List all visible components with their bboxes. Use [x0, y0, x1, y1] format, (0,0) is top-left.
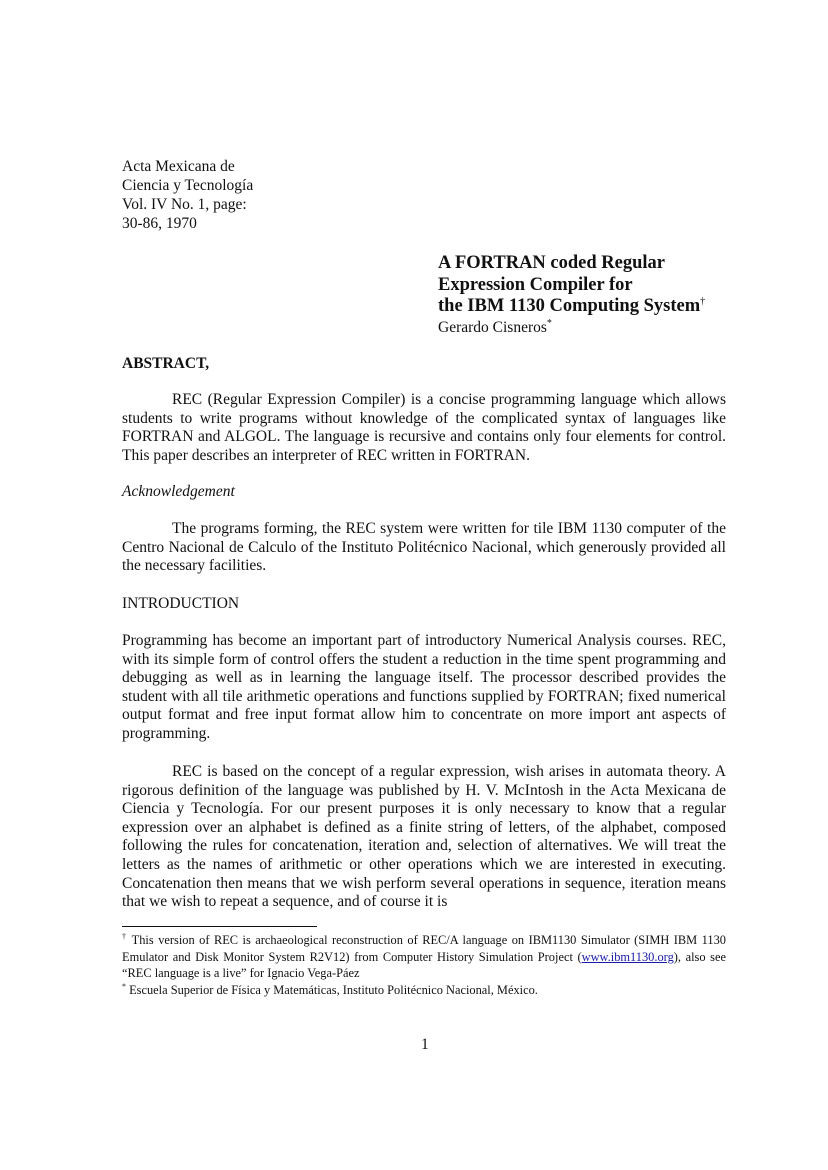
paper-title-text: the IBM 1130 Computing System [438, 296, 701, 316]
footnote-mark-dagger: † [122, 931, 128, 941]
acknowledgement-text: The programs forming, the REC system were written for tile IBM 1130 computer of the Centro Nacional de Calculo of the Instituto Politécnico Nacional, which generously provided all the necessary facilities. [122, 520, 726, 575]
journal-line: Acta Mexicana de [122, 158, 235, 175]
journal-line: Vol. IV No. 1, page: [122, 196, 247, 213]
footnote-mark-asterisk: * [122, 981, 126, 991]
footnote-divider [122, 926, 317, 927]
introduction-paragraph: REC is based on the concept of a regular expression, wish arises in automata theory. A rigorous definition of the language was published by H. V. McIntosh in the Acta Mexicana de Ciencia y Tecnología. For our present purposes it is only necessary to know that a regular expression over an alphabet is defined as a finite string of letters, of the alphabet, composed following the rules for concatenation, iteration and, selection of alternatives. We will treat the letters as the names of arithmetic or other operations which we are interested in executing. Concatenation then means that we wish perform several operations in sequence, iteration means that we wish to repeat a sequence, and of course it is [122, 763, 726, 911]
author-name: Gerardo Cisneros [438, 318, 547, 336]
footnote [122, 932, 726, 982]
footnote-link[interactable]: www.ibm1130.org [581, 949, 674, 964]
footnote-mark-asterisk: * [546, 317, 552, 329]
introduction-paragraph: Programming has become an important part of introductory Numerical Analysis courses. REC, with its simple form of control offers the student a reduction in the time spent programming and debugging as well as in learning the language itself. The processor described provides the student with all tile arithmetic operations and functions supplied by FORTRAN; fixed numerical output format and free input format allow him to concentrate on more import ant aspects of programming. [122, 632, 726, 742]
footnote-text: ), also see “REC language is a live” for Ignacio Vega-Páez [122, 949, 727, 980]
paper-title-line [438, 296, 705, 318]
footnotes [122, 932, 726, 998]
page-number: 1 [421, 1036, 429, 1053]
title-block [438, 253, 705, 337]
footnote-text: This version of REC is archaeological reconstruction of REC/A language on IBM1130 Simulator (SIMH IBM 1130 Emulator and Disk Monitor System R2V12) from Computer History Simulation Project ( [122, 933, 726, 964]
introduction-heading: INTRODUCTION [122, 595, 240, 612]
journal-citation [122, 157, 253, 233]
author [438, 318, 705, 337]
abstract-text: REC (Regular Expression Compiler) is a concise programming language which allows students to write programs without knowledge of the complicated syntax of languages like FORTRAN and ALGOL. The language is recursive and contains only four elements for control. This paper describes an interpreter of REC written in FORTRAN. [122, 391, 726, 464]
journal-line: Ciencia y Tecnología [122, 177, 254, 194]
paper-title-line: Expression Compiler for [438, 274, 633, 295]
acknowledgement-heading: Acknowledgement [122, 483, 235, 500]
footnote [122, 982, 726, 999]
footnote-text: Escuela Superior de Física y Matemáticas, Instituto Politécnico Nacional, México. [126, 982, 538, 997]
footnote-mark-dagger: † [700, 295, 706, 307]
paper-title-line: A FORTRAN coded Regular [438, 253, 665, 273]
abstract-heading: ABSTRACT, [122, 355, 210, 372]
journal-line: 30-86, 1970 [122, 215, 197, 232]
